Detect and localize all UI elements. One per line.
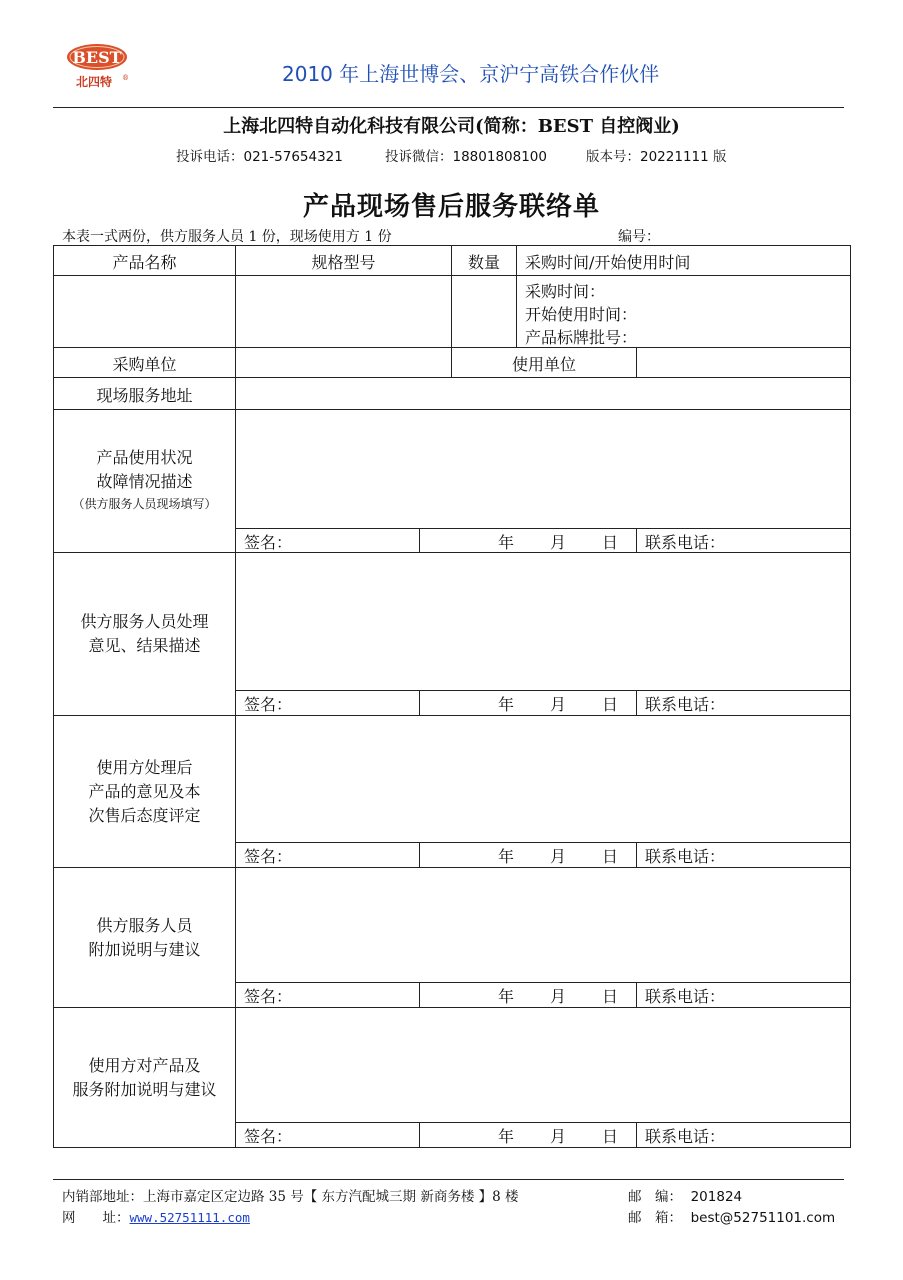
zip-value: 201824 (690, 1189, 743, 1205)
purchase-time-label: 采购时间： (525, 282, 606, 301)
footer-divider (53, 1179, 844, 1180)
zip-label: 邮 编： (628, 1189, 682, 1205)
website-link[interactable]: www.52751111.com (129, 1210, 250, 1225)
date-day: 日 (602, 847, 619, 866)
sign-label: 签名： (244, 847, 293, 866)
email-label: 邮 箱： (628, 1210, 682, 1226)
sign-label: 签名： (244, 987, 293, 1006)
use-unit-label: 使用单位 (511, 355, 576, 374)
email-value[interactable]: best@52751101.com (690, 1210, 836, 1226)
page-title: 产品现场售后服务联络单 (302, 192, 600, 222)
header-model: 规格型号 (311, 253, 376, 272)
address-label: 内销部地址： (62, 1189, 143, 1205)
date-year: 年 (498, 847, 515, 866)
copies-note: 本表一式两份，供方服务人员 1 份，现场使用方 1 份 (62, 229, 392, 245)
product-model-field[interactable] (236, 275, 451, 347)
phone-label: 联系电话： (645, 847, 726, 866)
address-value: 上海市嘉定区定边路 35 号【 东方汽配城三期 新商务楼 】8 楼 (143, 1189, 519, 1205)
sign-label: 签名： (244, 695, 293, 714)
section-usage-fault-note: （供方服务人员现场填写） (72, 497, 217, 511)
date-day: 日 (602, 533, 619, 552)
service-address-label: 现场服务地址 (96, 386, 193, 405)
svg-text:®: ® (122, 74, 129, 82)
section-supplier-handling-label: 供方服务人员处理 意见、结果描述 (80, 612, 209, 655)
number-label: 编号： (618, 229, 660, 245)
header-quantity: 数量 (467, 253, 500, 272)
purchase-unit-label: 采购单位 (112, 355, 177, 374)
phone-label: 联系电话： (645, 533, 726, 552)
date-month: 月 (550, 1127, 567, 1146)
section-supplier-notes-label: 供方服务人员 附加说明与建议 (88, 916, 201, 959)
footer-zip (628, 1185, 742, 1205)
date-month: 月 (550, 695, 567, 714)
date-year: 年 (498, 1127, 515, 1146)
date-day: 日 (602, 1127, 619, 1146)
header-product-name: 产品名称 (112, 253, 177, 272)
logo-text: BEST (72, 48, 122, 67)
sign-label: 签名： (244, 1127, 293, 1146)
date-day: 日 (602, 987, 619, 1006)
tagline: 2010 年上海世博会、京沪宁高铁合作伙伴 (282, 62, 660, 86)
start-time-label: 开始使用时间： (525, 305, 638, 324)
phone-label: 联系电话： (645, 1127, 726, 1146)
website-label: 网 址： (62, 1210, 130, 1226)
date-month: 月 (550, 533, 567, 552)
batch-number-label: 产品标牌批号： (525, 328, 638, 347)
version-number: 版本号：20221111 版 (586, 149, 727, 165)
date-year: 年 (498, 533, 515, 552)
section-user-evaluation-label: 使用方处理后 产品的意见及本 次售后态度评定 (88, 758, 201, 825)
complaint-wechat: 投诉微信：18801808100 (385, 149, 547, 165)
logo-sub-text: 北四特 (75, 75, 113, 89)
company-logo (64, 42, 130, 92)
header-purchase-time: 采购时间/开始使用时间 (525, 253, 691, 272)
date-year: 年 (498, 695, 515, 714)
company-name: 上海北四特自动化科技有限公司(简称：BEST 自控阀业) (223, 116, 680, 137)
phone-label: 联系电话： (645, 695, 726, 714)
section-user-notes-label: 使用方对产品及 服务附加说明与建议 (72, 1056, 217, 1099)
header-divider (53, 107, 844, 108)
phone-label: 联系电话： (645, 987, 726, 1006)
complaint-phone: 投诉电话：021-57654321 (176, 149, 343, 165)
date-year: 年 (498, 987, 515, 1006)
footer-address (62, 1185, 519, 1205)
sign-label: 签名： (244, 533, 293, 552)
date-month: 月 (550, 987, 567, 1006)
section-usage-fault-label: 产品使用状况 故障情况描述 （供方服务人员现场填写） (54, 446, 235, 514)
date-month: 月 (550, 847, 567, 866)
footer-email (628, 1206, 835, 1226)
footer-website (62, 1206, 250, 1226)
date-day: 日 (602, 695, 619, 714)
